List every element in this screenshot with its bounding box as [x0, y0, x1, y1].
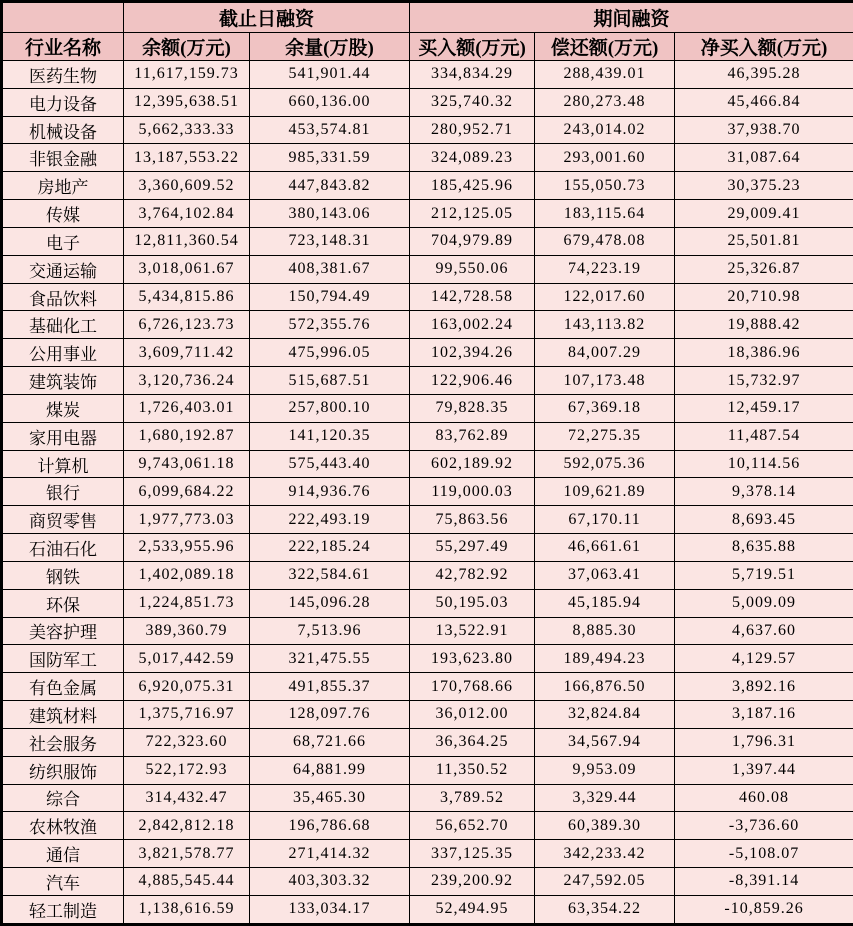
- industry-name-cell: 钢铁: [2, 561, 124, 589]
- table-row: [2, 812, 853, 840]
- industry-name-cell: 房地产: [2, 172, 124, 200]
- industry-name-cell: 纺织服饰: [2, 756, 124, 784]
- table-row: [2, 367, 853, 395]
- net-buy-amount-cell: 30,375.23: [675, 172, 853, 200]
- buy-amount-cell: 170,768.66: [410, 673, 535, 701]
- net-buy-amount-cell: 10,114.56: [675, 450, 853, 478]
- repay-amount-cell: 280,273.48: [535, 88, 675, 116]
- net-buy-amount-cell: 25,326.87: [675, 255, 853, 283]
- balance-amount-cell: 1,402,089.18: [124, 561, 250, 589]
- table-row: [2, 701, 853, 729]
- repay-amount-cell: 247,592.05: [535, 868, 675, 896]
- net-buy-amount-cell: 460.08: [675, 784, 853, 812]
- buy-amount-cell: 122,906.46: [410, 367, 535, 395]
- balance-amount-cell: 3,120,736.24: [124, 367, 250, 395]
- balance-volume-cell: 575,443.40: [250, 450, 410, 478]
- column-header-balance-amount: 余额(万元): [124, 33, 250, 61]
- repay-amount-cell: 288,439.01: [535, 61, 675, 89]
- industry-name-cell: 建筑装饰: [2, 367, 124, 395]
- industry-name-cell: 公用事业: [2, 339, 124, 367]
- net-buy-amount-cell: -8,391.14: [675, 868, 853, 896]
- buy-amount-cell: 55,297.49: [410, 534, 535, 562]
- column-header-net-buy-amount: 净买入额(万元): [675, 33, 853, 61]
- balance-amount-cell: 3,764,102.84: [124, 200, 250, 228]
- balance-amount-cell: 5,434,815.86: [124, 283, 250, 311]
- balance-amount-cell: 6,920,075.31: [124, 673, 250, 701]
- buy-amount-cell: 11,350.52: [410, 756, 535, 784]
- table-row: [2, 144, 853, 172]
- buy-amount-cell: 83,762.89: [410, 422, 535, 450]
- industry-name-cell: 商贸零售: [2, 506, 124, 534]
- balance-amount-cell: 722,323.60: [124, 728, 250, 756]
- balance-volume-cell: 453,574.81: [250, 116, 410, 144]
- net-buy-amount-cell: -5,108.07: [675, 840, 853, 868]
- table-row: [2, 172, 853, 200]
- repay-amount-cell: 72,275.35: [535, 422, 675, 450]
- buy-amount-cell: 50,195.03: [410, 589, 535, 617]
- industry-name-cell: 机械设备: [2, 116, 124, 144]
- repay-amount-cell: 3,329.44: [535, 784, 675, 812]
- buy-amount-cell: 334,834.29: [410, 61, 535, 89]
- buy-amount-cell: 324,089.23: [410, 144, 535, 172]
- table-row: [2, 534, 853, 562]
- balance-amount-cell: 6,099,684.22: [124, 478, 250, 506]
- repay-amount-cell: 60,389.30: [535, 812, 675, 840]
- industry-name-cell: 国防军工: [2, 645, 124, 673]
- balance-amount-cell: 3,821,578.77: [124, 840, 250, 868]
- repay-amount-cell: 45,185.94: [535, 589, 675, 617]
- industry-name-cell: 电力设备: [2, 88, 124, 116]
- balance-volume-cell: 541,901.44: [250, 61, 410, 89]
- table-row: [2, 88, 853, 116]
- table-row: [2, 283, 853, 311]
- net-buy-amount-cell: 46,395.28: [675, 61, 853, 89]
- buy-amount-cell: 185,425.96: [410, 172, 535, 200]
- column-header-repay-amount: 偿还额(万元): [535, 33, 675, 61]
- industry-name-cell: 基础化工: [2, 311, 124, 339]
- balance-amount-cell: 1,138,616.59: [124, 895, 250, 924]
- balance-volume-cell: 515,687.51: [250, 367, 410, 395]
- balance-amount-cell: 389,360.79: [124, 617, 250, 645]
- net-buy-amount-cell: 12,459.17: [675, 394, 853, 422]
- balance-amount-cell: 12,395,638.51: [124, 88, 250, 116]
- buy-amount-cell: 337,125.35: [410, 840, 535, 868]
- net-buy-amount-cell: 3,187.16: [675, 701, 853, 729]
- balance-volume-cell: 150,794.49: [250, 283, 410, 311]
- table-row: [2, 394, 853, 422]
- balance-amount-cell: 12,811,360.54: [124, 227, 250, 255]
- table-row: [2, 227, 853, 255]
- balance-amount-cell: 3,360,609.52: [124, 172, 250, 200]
- industry-name-cell: 传媒: [2, 200, 124, 228]
- balance-volume-cell: 222,493.19: [250, 506, 410, 534]
- industry-name-cell: 银行: [2, 478, 124, 506]
- net-buy-amount-cell: 1,796.31: [675, 728, 853, 756]
- column-header-buy-amount: 买入额(万元): [410, 33, 535, 61]
- balance-volume-cell: 380,143.06: [250, 200, 410, 228]
- buy-amount-cell: 212,125.05: [410, 200, 535, 228]
- balance-volume-cell: 475,996.05: [250, 339, 410, 367]
- industry-name-cell: 煤炭: [2, 394, 124, 422]
- repay-amount-cell: 46,661.61: [535, 534, 675, 562]
- table-row: [2, 61, 853, 89]
- net-buy-amount-cell: 11,487.54: [675, 422, 853, 450]
- balance-volume-cell: 321,475.55: [250, 645, 410, 673]
- table-row: [2, 840, 853, 868]
- net-buy-amount-cell: 19,888.42: [675, 311, 853, 339]
- balance-amount-cell: 3,018,061.67: [124, 255, 250, 283]
- repay-amount-cell: 122,017.60: [535, 283, 675, 311]
- industry-name-cell: 农林牧渔: [2, 812, 124, 840]
- table-row: [2, 895, 853, 924]
- balance-amount-cell: 1,680,192.87: [124, 422, 250, 450]
- table-row: [2, 868, 853, 896]
- table-row: [2, 561, 853, 589]
- repay-amount-cell: 243,014.02: [535, 116, 675, 144]
- net-buy-amount-cell: 20,710.98: [675, 283, 853, 311]
- table-row: [2, 728, 853, 756]
- repay-amount-cell: 107,173.48: [535, 367, 675, 395]
- repay-amount-cell: 34,567.94: [535, 728, 675, 756]
- table-row: [2, 311, 853, 339]
- industry-name-cell: 交通运输: [2, 255, 124, 283]
- buy-amount-cell: 280,952.71: [410, 116, 535, 144]
- buy-amount-cell: 75,863.56: [410, 506, 535, 534]
- industry-name-cell: 综合: [2, 784, 124, 812]
- group-header-balance: 截止日融资: [124, 2, 410, 33]
- balance-volume-cell: 222,185.24: [250, 534, 410, 562]
- table-row: [2, 255, 853, 283]
- industry-name-cell: 电子: [2, 227, 124, 255]
- buy-amount-cell: 325,740.32: [410, 88, 535, 116]
- repay-amount-cell: 155,050.73: [535, 172, 675, 200]
- industry-name-cell: 有色金属: [2, 673, 124, 701]
- industry-name-cell: 汽车: [2, 868, 124, 896]
- group-header-period: 期间融资: [410, 2, 853, 33]
- buy-amount-cell: 3,789.52: [410, 784, 535, 812]
- industry-name-cell: 家用电器: [2, 422, 124, 450]
- buy-amount-cell: 56,652.70: [410, 812, 535, 840]
- repay-amount-cell: 9,953.09: [535, 756, 675, 784]
- balance-amount-cell: 3,609,711.42: [124, 339, 250, 367]
- balance-volume-cell: 491,855.37: [250, 673, 410, 701]
- table-row: [2, 116, 853, 144]
- buy-amount-cell: 36,364.25: [410, 728, 535, 756]
- column-header-row: [2, 33, 853, 61]
- balance-amount-cell: 1,224,851.73: [124, 589, 250, 617]
- table-row: [2, 422, 853, 450]
- net-buy-amount-cell: 5,719.51: [675, 561, 853, 589]
- table-header: [2, 2, 853, 61]
- repay-amount-cell: 63,354.22: [535, 895, 675, 924]
- repay-amount-cell: 84,007.29: [535, 339, 675, 367]
- buy-amount-cell: 239,200.92: [410, 868, 535, 896]
- balance-volume-cell: 128,097.76: [250, 701, 410, 729]
- repay-amount-cell: 293,001.60: [535, 144, 675, 172]
- repay-amount-cell: 67,369.18: [535, 394, 675, 422]
- table-row: [2, 589, 853, 617]
- balance-volume-cell: 985,331.59: [250, 144, 410, 172]
- industry-name-cell: 美容护理: [2, 617, 124, 645]
- balance-amount-cell: 1,375,716.97: [124, 701, 250, 729]
- table-row: [2, 506, 853, 534]
- balance-volume-cell: 271,414.32: [250, 840, 410, 868]
- balance-amount-cell: 2,533,955.96: [124, 534, 250, 562]
- balance-amount-cell: 13,187,553.22: [124, 144, 250, 172]
- table-row: [2, 200, 853, 228]
- balance-amount-cell: 1,977,773.03: [124, 506, 250, 534]
- industry-name-cell: 轻工制造: [2, 895, 124, 924]
- balance-amount-cell: 11,617,159.73: [124, 61, 250, 89]
- column-header-industry: 行业名称: [2, 33, 124, 61]
- balance-volume-cell: 447,843.82: [250, 172, 410, 200]
- balance-amount-cell: 4,885,545.44: [124, 868, 250, 896]
- buy-amount-cell: 602,189.92: [410, 450, 535, 478]
- balance-volume-cell: 68,721.66: [250, 728, 410, 756]
- group-header-empty: [2, 2, 124, 33]
- repay-amount-cell: 67,170.11: [535, 506, 675, 534]
- table-row: [2, 645, 853, 673]
- balance-volume-cell: 660,136.00: [250, 88, 410, 116]
- net-buy-amount-cell: 25,501.81: [675, 227, 853, 255]
- industry-name-cell: 建筑材料: [2, 701, 124, 729]
- net-buy-amount-cell: 31,087.64: [675, 144, 853, 172]
- balance-volume-cell: 64,881.99: [250, 756, 410, 784]
- balance-volume-cell: 257,800.10: [250, 394, 410, 422]
- net-buy-amount-cell: 1,397.44: [675, 756, 853, 784]
- buy-amount-cell: 42,782.92: [410, 561, 535, 589]
- industry-name-cell: 通信: [2, 840, 124, 868]
- balance-amount-cell: 314,432.47: [124, 784, 250, 812]
- group-header-row: [2, 2, 853, 33]
- buy-amount-cell: 79,828.35: [410, 394, 535, 422]
- net-buy-amount-cell: -3,736.60: [675, 812, 853, 840]
- industry-name-cell: 食品饮料: [2, 283, 124, 311]
- table-row: [2, 478, 853, 506]
- repay-amount-cell: 189,494.23: [535, 645, 675, 673]
- balance-volume-cell: 408,381.67: [250, 255, 410, 283]
- net-buy-amount-cell: 29,009.41: [675, 200, 853, 228]
- buy-amount-cell: 193,623.80: [410, 645, 535, 673]
- net-buy-amount-cell: 4,637.60: [675, 617, 853, 645]
- balance-amount-cell: 2,842,812.18: [124, 812, 250, 840]
- balance-amount-cell: 1,726,403.01: [124, 394, 250, 422]
- table-row: [2, 756, 853, 784]
- repay-amount-cell: 143,113.82: [535, 311, 675, 339]
- balance-amount-cell: 6,726,123.73: [124, 311, 250, 339]
- balance-volume-cell: 914,936.76: [250, 478, 410, 506]
- net-buy-amount-cell: 5,009.09: [675, 589, 853, 617]
- buy-amount-cell: 142,728.58: [410, 283, 535, 311]
- balance-amount-cell: 5,662,333.33: [124, 116, 250, 144]
- repay-amount-cell: 37,063.41: [535, 561, 675, 589]
- buy-amount-cell: 36,012.00: [410, 701, 535, 729]
- industry-name-cell: 医药生物: [2, 61, 124, 89]
- repay-amount-cell: 8,885.30: [535, 617, 675, 645]
- buy-amount-cell: 99,550.06: [410, 255, 535, 283]
- balance-amount-cell: 522,172.93: [124, 756, 250, 784]
- balance-volume-cell: 403,303.32: [250, 868, 410, 896]
- balance-volume-cell: 35,465.30: [250, 784, 410, 812]
- balance-volume-cell: 572,355.76: [250, 311, 410, 339]
- repay-amount-cell: 592,075.36: [535, 450, 675, 478]
- industry-name-cell: 社会服务: [2, 728, 124, 756]
- balance-volume-cell: 133,034.17: [250, 895, 410, 924]
- buy-amount-cell: 119,000.03: [410, 478, 535, 506]
- net-buy-amount-cell: 4,129.57: [675, 645, 853, 673]
- table-row: [2, 450, 853, 478]
- repay-amount-cell: 32,824.84: [535, 701, 675, 729]
- repay-amount-cell: 109,621.89: [535, 478, 675, 506]
- net-buy-amount-cell: -10,859.26: [675, 895, 853, 924]
- table-row: [2, 339, 853, 367]
- buy-amount-cell: 704,979.89: [410, 227, 535, 255]
- balance-volume-cell: 196,786.68: [250, 812, 410, 840]
- net-buy-amount-cell: 8,693.45: [675, 506, 853, 534]
- industry-name-cell: 非银金融: [2, 144, 124, 172]
- table-row: [2, 617, 853, 645]
- balance-volume-cell: 145,096.28: [250, 589, 410, 617]
- industry-name-cell: 环保: [2, 589, 124, 617]
- repay-amount-cell: 166,876.50: [535, 673, 675, 701]
- buy-amount-cell: 52,494.95: [410, 895, 535, 924]
- buy-amount-cell: 163,002.24: [410, 311, 535, 339]
- repay-amount-cell: 679,478.08: [535, 227, 675, 255]
- balance-volume-cell: 322,584.61: [250, 561, 410, 589]
- net-buy-amount-cell: 45,466.84: [675, 88, 853, 116]
- balance-volume-cell: 723,148.31: [250, 227, 410, 255]
- net-buy-amount-cell: 15,732.97: [675, 367, 853, 395]
- balance-volume-cell: 7,513.96: [250, 617, 410, 645]
- buy-amount-cell: 13,522.91: [410, 617, 535, 645]
- repay-amount-cell: 74,223.19: [535, 255, 675, 283]
- table-body: [2, 61, 853, 925]
- table-row: [2, 784, 853, 812]
- balance-amount-cell: 9,743,061.18: [124, 450, 250, 478]
- column-header-balance-volume: 余量(万股): [250, 33, 410, 61]
- net-buy-amount-cell: 8,635.88: [675, 534, 853, 562]
- industry-name-cell: 计算机: [2, 450, 124, 478]
- balance-volume-cell: 141,120.35: [250, 422, 410, 450]
- table-row: [2, 673, 853, 701]
- balance-amount-cell: 5,017,442.59: [124, 645, 250, 673]
- net-buy-amount-cell: 18,386.96: [675, 339, 853, 367]
- net-buy-amount-cell: 3,892.16: [675, 673, 853, 701]
- buy-amount-cell: 102,394.26: [410, 339, 535, 367]
- net-buy-amount-cell: 37,938.70: [675, 116, 853, 144]
- repay-amount-cell: 183,115.64: [535, 200, 675, 228]
- repay-amount-cell: 342,233.42: [535, 840, 675, 868]
- industry-name-cell: 石油石化: [2, 534, 124, 562]
- net-buy-amount-cell: 9,378.14: [675, 478, 853, 506]
